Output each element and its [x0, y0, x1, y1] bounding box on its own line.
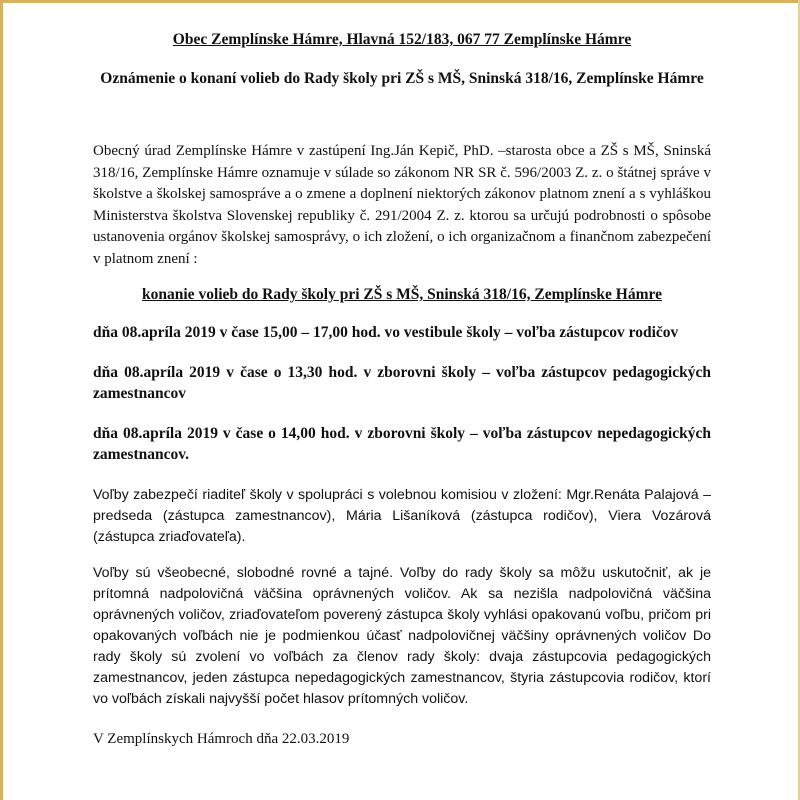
commission-paragraph: Voľby zabezpečí riaditeľ školy v spolupráci s volebnou komisiou v zložení: Mgr.Renáta Palajová – predseda (zástupca zamestnancov), Mária Lišaníková (zástupca rodičov), Viera Vozárová (zástupca zriaďovateľa). [93, 487, 711, 545]
date-line: V Zemplínskych Hámroch dňa 22.03.2019 [93, 731, 350, 747]
intro-paragraph: Obecný úrad Zemplínske Hámre v zastúpení Ing.Ján Kepič, PhD. –starosta obce a ZŠ s MŠ, Sninská 318/16, Zemplínske Hámre oznamuje v súlade so zákonom NR SR č. 596/2003 Z. z. o štátnej správe v školstve a školskej samospráve a o zmene a doplnení niektorých zákonov platnom znení a s vyhláškou Ministerstva školstva Slovenskej republiky č. 291/2004 Z. z. ktorou sa určujú podrobnosti o spôsobe ustanovenia orgánov školskej samosprávy, o ich zložení, o ich organizačnom a finančnom zabezpečení v platnom znení : [93, 143, 711, 267]
municipality-header: Obec Zemplínske Hámre, Hlavná 152/183, 067 77 Zemplínske Hámre [172, 31, 632, 48]
document-page [93, 30, 711, 750]
notice-title: Oznámenie o konaní volieb do Rady školy pri ZŠ s MŠ, Sninská 318/16, Zemplínske Hámre [100, 70, 704, 87]
schedule-item-parents: dňa 08.apríla 2019 v čase 15,00 – 17,00 hod. vo vestibule školy – voľba zástupcov rodičov [93, 324, 679, 341]
rules-paragraph: Voľby sú všeobecné, slobodné rovné a tajné. Voľby do rady školy sa môžu uskutočniť, ak je prítomná nadpolovičná väčšina oprávnených voličov. Ak sa nezišla nadpolovičná väčšina oprávnených voličov, zriaďovateľom poverený zástupca školy vyhlási opakovanú voľbu, pričom pri opakovaných voľbách nie je podmienkou účasť nadpolovičnej väčšiny oprávnených voličov Do rady školy sú zvolení vo voľbách za členov rady školy: dvaja zástupcovia pedagogických zamestnancov, jeden zástupca nepedagogických zamestnancov, štyria zástupcovia rodičov, ktorí vo voľbách získali najvyšší počet hlasov prítomných voličov. [93, 565, 711, 707]
frame-left-border [0, 0, 3, 800]
schedule-item-nonpedagogical: dňa 08.apríla 2019 v čase o 14,00 hod. v zborovni školy – voľba zástupcov nepedagogických zamestnancov. [93, 425, 711, 463]
frame-top-border [0, 0, 800, 3]
schedule-item-pedagogical: dňa 08.apríla 2019 v čase o 13,30 hod. v zborovni školy – voľba zástupcov pedagogických zamestnancov [93, 364, 711, 402]
election-subheading: konanie volieb do Rady školy pri ZŠ s MŠ, Sninská 318/16, Zemplínske Hámre [142, 286, 662, 303]
